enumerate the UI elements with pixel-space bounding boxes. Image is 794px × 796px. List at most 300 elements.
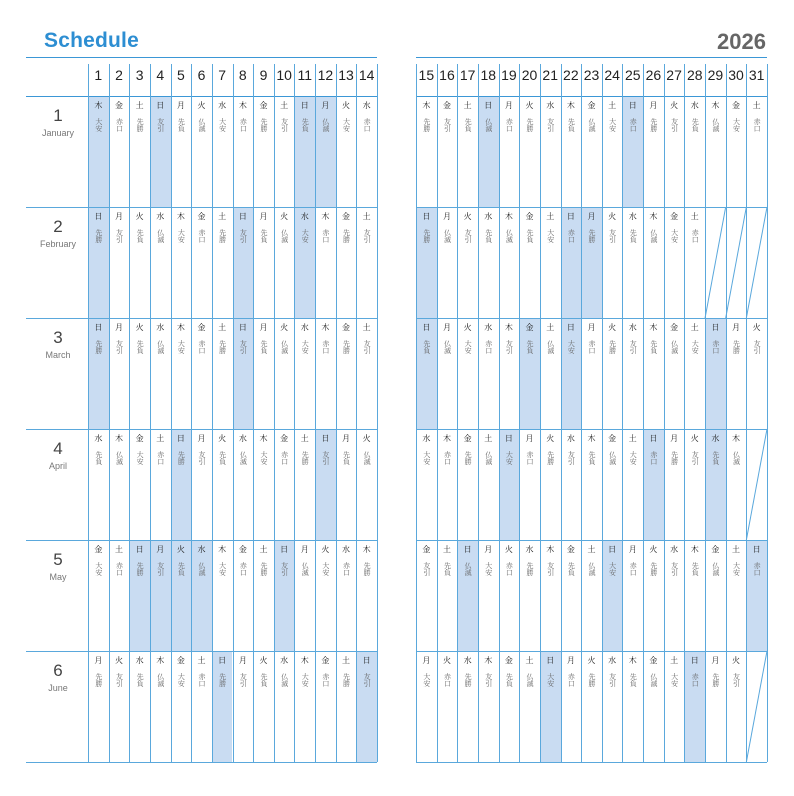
- weekday-label: 水: [628, 323, 637, 332]
- weekday-label: 火: [259, 656, 268, 665]
- rokuyo-label: 友引: [484, 673, 492, 687]
- weekday-label: 水: [238, 434, 247, 443]
- weekday-label: 金: [342, 212, 351, 221]
- weekday-label: 日: [484, 101, 493, 110]
- weekday-label: 金: [525, 212, 534, 221]
- rokuyo-label: 先負: [567, 118, 575, 132]
- weekday-label: 日: [156, 101, 165, 110]
- weekday-label: 水: [608, 656, 617, 665]
- month-number: 2: [53, 217, 63, 236]
- day-number: 7: [218, 67, 227, 83]
- day-number: 31: [748, 67, 765, 83]
- weekday-label: 月: [566, 656, 575, 665]
- weekday-label: 土: [442, 545, 451, 554]
- weekday-label: 月: [300, 545, 309, 554]
- day-number: 24: [604, 67, 620, 83]
- rokuyo-label: 大安: [608, 562, 616, 576]
- day-number: 12: [317, 67, 334, 83]
- weekday-label: 火: [752, 323, 761, 332]
- month-name: June: [48, 683, 68, 693]
- day-number: 15: [418, 67, 435, 83]
- weekday-label: 日: [690, 656, 699, 665]
- rokuyo-label: 先負: [484, 229, 492, 243]
- rokuyo-label: 先負: [711, 451, 719, 465]
- rokuyo-label: 大安: [691, 340, 699, 354]
- day-number: 20: [521, 67, 538, 83]
- rokuyo-label: 友引: [363, 229, 371, 243]
- rokuyo-label: 先勝: [218, 229, 226, 243]
- rokuyo-label: 先負: [136, 340, 144, 354]
- weekday-label: 木: [321, 323, 330, 332]
- weekday-label: 日: [238, 212, 247, 221]
- rokuyo-label: 赤口: [321, 340, 329, 354]
- weekday-label: 金: [197, 212, 206, 221]
- rokuyo-label: 先負: [587, 451, 595, 465]
- weekday-label: 月: [484, 545, 493, 554]
- rokuyo-label: 大安: [321, 562, 329, 576]
- weekday-label: 土: [114, 545, 123, 554]
- weekday-label: 木: [587, 434, 596, 443]
- rokuyo-label: 友引: [546, 118, 554, 132]
- weekday-label: 日: [504, 434, 513, 443]
- rokuyo-label: 先勝: [608, 340, 616, 354]
- weekday-label: 月: [238, 656, 247, 665]
- rokuyo-label: 仏滅: [280, 229, 288, 243]
- rokuyo-label: 大安: [505, 451, 513, 465]
- rokuyo-label: 赤口: [443, 451, 451, 465]
- rokuyo-label: 先負: [342, 451, 350, 465]
- weekday-label: 金: [608, 434, 617, 443]
- weekday-label: 火: [218, 434, 227, 443]
- rokuyo-label: 大安: [567, 340, 575, 354]
- rokuyo-label: 大安: [177, 340, 185, 354]
- day-number: 19: [501, 67, 517, 83]
- weekday-label: 土: [259, 545, 268, 554]
- rokuyo-label: 赤口: [363, 118, 371, 132]
- weekday-label: 木: [711, 101, 720, 110]
- weekday-label: 火: [546, 434, 555, 443]
- rokuyo-label: 仏滅: [484, 118, 492, 132]
- rokuyo-label: 先勝: [711, 673, 719, 687]
- month-name: April: [48, 461, 67, 471]
- rokuyo-label: 先勝: [259, 118, 267, 132]
- weekday-label: 木: [321, 212, 330, 221]
- weekday-label: 金: [135, 434, 144, 443]
- rokuyo-label: 先負: [649, 340, 657, 354]
- weekday-label: 日: [752, 545, 761, 554]
- rokuyo-label: 友引: [363, 340, 371, 354]
- weekday-label: 土: [280, 101, 289, 110]
- rokuyo-label: 仏滅: [156, 673, 164, 687]
- weekday-label: 木: [690, 545, 699, 554]
- weekday-label: 水: [566, 434, 575, 443]
- rokuyo-label: 先勝: [342, 340, 350, 354]
- weekday-label: 火: [321, 545, 330, 554]
- weekday-label: 日: [135, 545, 144, 554]
- weekday-label: 土: [197, 656, 206, 665]
- rokuyo-label: 先勝: [464, 673, 472, 687]
- weekday-label: 金: [238, 545, 247, 554]
- day-number: 6: [197, 67, 206, 83]
- weekday-label: 金: [649, 656, 658, 665]
- rokuyo-label: 先勝: [136, 118, 144, 132]
- rokuyo-label: 大安: [218, 562, 226, 576]
- rokuyo-label: 先負: [259, 673, 267, 687]
- rokuyo-label: 先勝: [587, 229, 595, 243]
- rokuyo-label: 友引: [443, 118, 451, 132]
- weekday-label: 日: [422, 323, 431, 332]
- rokuyo-label: 大安: [732, 562, 740, 576]
- rokuyo-label: 先負: [177, 118, 185, 132]
- rokuyo-label: 仏滅: [443, 340, 451, 354]
- weekday-label: 水: [280, 656, 289, 665]
- weekday-label: 日: [362, 656, 371, 665]
- rokuyo-label: 赤口: [443, 673, 451, 687]
- weekday-label: 木: [546, 545, 555, 554]
- rokuyo-label: 先負: [177, 562, 185, 576]
- rokuyo-label: 友引: [280, 118, 288, 132]
- weekday-label: 金: [566, 545, 575, 554]
- day-number: 23: [583, 67, 600, 83]
- day-number: 29: [707, 67, 724, 83]
- rokuyo-label: 先勝: [649, 118, 657, 132]
- weekday-label: 金: [342, 323, 351, 332]
- weekday-label: 土: [342, 656, 351, 665]
- day-number: 21: [542, 67, 558, 83]
- rokuyo-label: 仏滅: [711, 562, 719, 576]
- rokuyo-label: 先勝: [464, 451, 472, 465]
- weekday-label: 土: [156, 434, 165, 443]
- rokuyo-label: 赤口: [280, 451, 288, 465]
- rokuyo-label: 大安: [301, 673, 309, 687]
- rokuyo-label: 友引: [567, 451, 575, 465]
- rokuyo-label: 仏滅: [198, 562, 206, 576]
- weekday-label: 火: [280, 212, 289, 221]
- weekday-label: 水: [197, 545, 206, 554]
- rokuyo-label: 先負: [526, 340, 534, 354]
- month-name: March: [45, 350, 71, 360]
- rokuyo-label: 先勝: [526, 562, 534, 576]
- rokuyo-label: 仏滅: [587, 562, 595, 576]
- rokuyo-label: 先負: [629, 673, 637, 687]
- rokuyo-label: 先負: [94, 451, 102, 465]
- weekday-label: 水: [628, 212, 637, 221]
- rokuyo-label: 先負: [443, 562, 451, 576]
- weekday-label: 土: [300, 434, 309, 443]
- weekday-label: 土: [484, 434, 493, 443]
- rokuyo-label: 先負: [136, 673, 144, 687]
- rokuyo-label: 先勝: [301, 451, 309, 465]
- weekday-label: 月: [628, 545, 637, 554]
- weekday-label: 月: [259, 212, 268, 221]
- weekday-label: 土: [732, 545, 741, 554]
- rokuyo-label: 大安: [218, 118, 226, 132]
- rokuyo-label: 赤口: [567, 229, 575, 243]
- weekday-label: 月: [94, 656, 103, 665]
- day-number: 13: [338, 67, 354, 83]
- rokuyo-label: 先負: [526, 229, 534, 243]
- weekday-label: 日: [628, 101, 637, 110]
- weekday-label: 土: [690, 323, 699, 332]
- month-name: May: [49, 572, 67, 582]
- weekday-label: 月: [525, 434, 534, 443]
- rokuyo-label: 先勝: [342, 229, 350, 243]
- day-number: 27: [666, 67, 682, 83]
- weekday-label: 日: [566, 212, 575, 221]
- rokuyo-label: 赤口: [629, 562, 637, 576]
- weekday-label: 金: [442, 101, 451, 110]
- rokuyo-label: 先勝: [587, 673, 595, 687]
- weekday-label: 月: [197, 434, 206, 443]
- weekday-label: 金: [94, 545, 103, 554]
- rokuyo-label: 先負: [259, 229, 267, 243]
- rokuyo-label: 仏滅: [239, 451, 247, 465]
- weekday-label: 土: [608, 101, 617, 110]
- rokuyo-label: 大安: [177, 673, 185, 687]
- weekday-label: 月: [670, 434, 679, 443]
- rokuyo-label: 赤口: [711, 340, 719, 354]
- rokuyo-label: 仏滅: [670, 340, 678, 354]
- rokuyo-label: 仏滅: [526, 673, 534, 687]
- weekday-label: 金: [321, 656, 330, 665]
- rokuyo-label: 先負: [218, 451, 226, 465]
- weekday-label: 水: [463, 656, 472, 665]
- rokuyo-label: 赤口: [239, 562, 247, 576]
- rokuyo-label: 友引: [115, 340, 123, 354]
- rokuyo-label: 赤口: [691, 229, 699, 243]
- weekday-label: 木: [732, 434, 741, 443]
- weekday-label: 水: [156, 212, 165, 221]
- weekday-label: 月: [156, 545, 165, 554]
- rokuyo-label: 仏滅: [711, 118, 719, 132]
- day-number: 9: [259, 67, 268, 83]
- weekday-label: 日: [649, 434, 658, 443]
- rokuyo-label: 赤口: [753, 562, 761, 576]
- weekday-label: 日: [300, 101, 309, 110]
- weekday-label: 火: [463, 323, 472, 332]
- rokuyo-label: 仏滅: [321, 118, 329, 132]
- rokuyo-label: 先勝: [94, 229, 102, 243]
- weekday-label: 金: [176, 656, 185, 665]
- rokuyo-label: 赤口: [156, 451, 164, 465]
- rokuyo-label: 大安: [629, 451, 637, 465]
- rokuyo-label: 先勝: [218, 340, 226, 354]
- rokuyo-label: 友引: [321, 451, 329, 465]
- day-number: 25: [625, 67, 641, 83]
- rokuyo-label: 大安: [301, 229, 309, 243]
- weekday-label: 火: [670, 101, 679, 110]
- weekday-label: 土: [218, 212, 227, 221]
- weekday-label: 木: [259, 434, 268, 443]
- rokuyo-label: 先負: [422, 340, 430, 354]
- rokuyo-label: 友引: [505, 340, 513, 354]
- rokuyo-label: 大安: [608, 118, 616, 132]
- weekday-label: 土: [362, 212, 371, 221]
- weekday-label: 水: [546, 101, 555, 110]
- weekday-label: 日: [321, 434, 330, 443]
- rokuyo-label: 先負: [691, 562, 699, 576]
- weekday-label: 土: [752, 101, 761, 110]
- weekday-label: 金: [463, 434, 472, 443]
- weekday-label: 木: [484, 656, 493, 665]
- day-number: 1: [94, 67, 103, 83]
- rokuyo-label: 友引: [691, 451, 699, 465]
- rokuyo-label: 仏滅: [156, 340, 164, 354]
- rokuyo-label: 先勝: [670, 451, 678, 465]
- rokuyo-label: 赤口: [239, 118, 247, 132]
- rokuyo-label: 赤口: [505, 118, 513, 132]
- weekday-label: 木: [362, 545, 371, 554]
- rokuyo-label: 大安: [546, 673, 554, 687]
- rokuyo-label: 仏滅: [198, 118, 206, 132]
- weekday-label: 木: [504, 212, 513, 221]
- rokuyo-label: 先勝: [94, 673, 102, 687]
- weekday-label: 火: [587, 656, 596, 665]
- day-number: 2: [115, 67, 123, 83]
- rokuyo-label: 友引: [732, 673, 740, 687]
- weekday-label: 日: [546, 656, 555, 665]
- weekday-label: 日: [238, 323, 247, 332]
- rokuyo-label: 仏滅: [363, 451, 371, 465]
- weekday-label: 金: [670, 212, 679, 221]
- weekday-label: 月: [587, 323, 596, 332]
- rokuyo-label: 先負: [629, 229, 637, 243]
- weekday-label: 水: [156, 323, 165, 332]
- weekday-label: 日: [566, 323, 575, 332]
- rokuyo-label: 仏滅: [732, 451, 740, 465]
- month-number: 6: [53, 661, 63, 680]
- weekday-label: 日: [608, 545, 617, 554]
- weekday-label: 月: [114, 323, 123, 332]
- rokuyo-label: 先負: [567, 562, 575, 576]
- rokuyo-label: 先負: [464, 118, 472, 132]
- rokuyo-label: 友引: [753, 340, 761, 354]
- weekday-label: 木: [566, 101, 575, 110]
- rokuyo-label: 赤口: [115, 118, 123, 132]
- rokuyo-label: 先勝: [259, 562, 267, 576]
- day-number: 30: [728, 67, 744, 83]
- rokuyo-label: 先勝: [177, 451, 185, 465]
- rokuyo-label: 仏滅: [115, 451, 123, 465]
- rokuyo-label: 友引: [198, 451, 206, 465]
- weekday-label: 日: [94, 323, 103, 332]
- weekday-label: 土: [670, 656, 679, 665]
- weekday-label: 土: [587, 545, 596, 554]
- rokuyo-label: 大安: [422, 673, 430, 687]
- rokuyo-label: 仏滅: [587, 118, 595, 132]
- rokuyo-label: 先勝: [342, 673, 350, 687]
- rokuyo-label: 仏滅: [546, 340, 554, 354]
- weekday-label: 火: [114, 656, 123, 665]
- weekday-label: 水: [711, 434, 720, 443]
- rokuyo-label: 友引: [239, 229, 247, 243]
- rokuyo-label: 友引: [629, 340, 637, 354]
- rokuyo-label: 大安: [301, 340, 309, 354]
- day-number: 16: [439, 67, 455, 83]
- rokuyo-label: 友引: [422, 562, 430, 576]
- weekday-label: 土: [628, 434, 637, 443]
- rokuyo-label: 仏滅: [280, 340, 288, 354]
- weekday-label: 金: [114, 101, 123, 110]
- rokuyo-label: 先勝: [546, 451, 554, 465]
- rokuyo-label: 仏滅: [443, 229, 451, 243]
- rokuyo-label: 先負: [505, 673, 513, 687]
- weekday-label: 木: [300, 656, 309, 665]
- day-number: 22: [563, 67, 579, 83]
- rokuyo-label: 赤口: [198, 340, 206, 354]
- weekday-label: 土: [463, 101, 472, 110]
- weekday-label: 金: [670, 323, 679, 332]
- weekday-label: 木: [422, 101, 431, 110]
- rokuyo-label: 先勝: [649, 562, 657, 576]
- rokuyo-label: 仏滅: [464, 562, 472, 576]
- rokuyo-label: 仏滅: [608, 451, 616, 465]
- rokuyo-label: 大安: [670, 229, 678, 243]
- rokuyo-label: 友引: [546, 562, 554, 576]
- weekday-label: 木: [156, 656, 165, 665]
- rokuyo-label: 先勝: [526, 118, 534, 132]
- weekday-label: 木: [114, 434, 123, 443]
- weekday-label: 火: [504, 545, 513, 554]
- weekday-label: 金: [587, 101, 596, 110]
- weekday-label: 火: [442, 656, 451, 665]
- rokuyo-label: 仏滅: [484, 451, 492, 465]
- rokuyo-label: 赤口: [526, 451, 534, 465]
- rokuyo-label: 赤口: [198, 673, 206, 687]
- rokuyo-label: 先勝: [94, 340, 102, 354]
- rokuyo-label: 大安: [484, 562, 492, 576]
- weekday-label: 金: [711, 545, 720, 554]
- day-number: 26: [645, 67, 662, 83]
- weekday-label: 月: [259, 323, 268, 332]
- weekday-label: 月: [114, 212, 123, 221]
- weekday-label: 水: [342, 545, 351, 554]
- weekday-label: 火: [463, 212, 472, 221]
- weekday-label: 月: [422, 656, 431, 665]
- weekday-label: 日: [176, 434, 185, 443]
- weekday-label: 金: [280, 434, 289, 443]
- weekday-label: 木: [649, 323, 658, 332]
- rokuyo-label: 大安: [94, 562, 102, 576]
- weekday-label: 火: [525, 101, 534, 110]
- rokuyo-label: 先負: [301, 118, 309, 132]
- rokuyo-label: 友引: [670, 562, 678, 576]
- weekday-label: 火: [608, 323, 617, 332]
- weekday-label: 火: [280, 323, 289, 332]
- rokuyo-label: 先負: [136, 229, 144, 243]
- rokuyo-label: 仏滅: [649, 673, 657, 687]
- weekday-label: 火: [176, 545, 185, 554]
- weekday-label: 木: [504, 323, 513, 332]
- weekday-label: 月: [442, 323, 451, 332]
- rokuyo-label: 先勝: [136, 562, 144, 576]
- weekday-label: 火: [197, 101, 206, 110]
- rokuyo-label: 友引: [608, 673, 616, 687]
- rokuyo-label: 仏滅: [505, 229, 513, 243]
- rokuyo-label: 赤口: [115, 562, 123, 576]
- rokuyo-label: 赤口: [753, 118, 761, 132]
- weekday-label: 火: [362, 434, 371, 443]
- day-number: 4: [156, 67, 165, 83]
- rokuyo-label: 赤口: [587, 340, 595, 354]
- weekday-label: 水: [484, 323, 493, 332]
- weekday-label: 水: [94, 434, 103, 443]
- weekday-label: 木: [176, 323, 185, 332]
- weekday-label: 水: [484, 212, 493, 221]
- day-number: 11: [297, 67, 313, 83]
- rokuyo-label: 先負: [259, 340, 267, 354]
- day-number: 17: [459, 67, 476, 83]
